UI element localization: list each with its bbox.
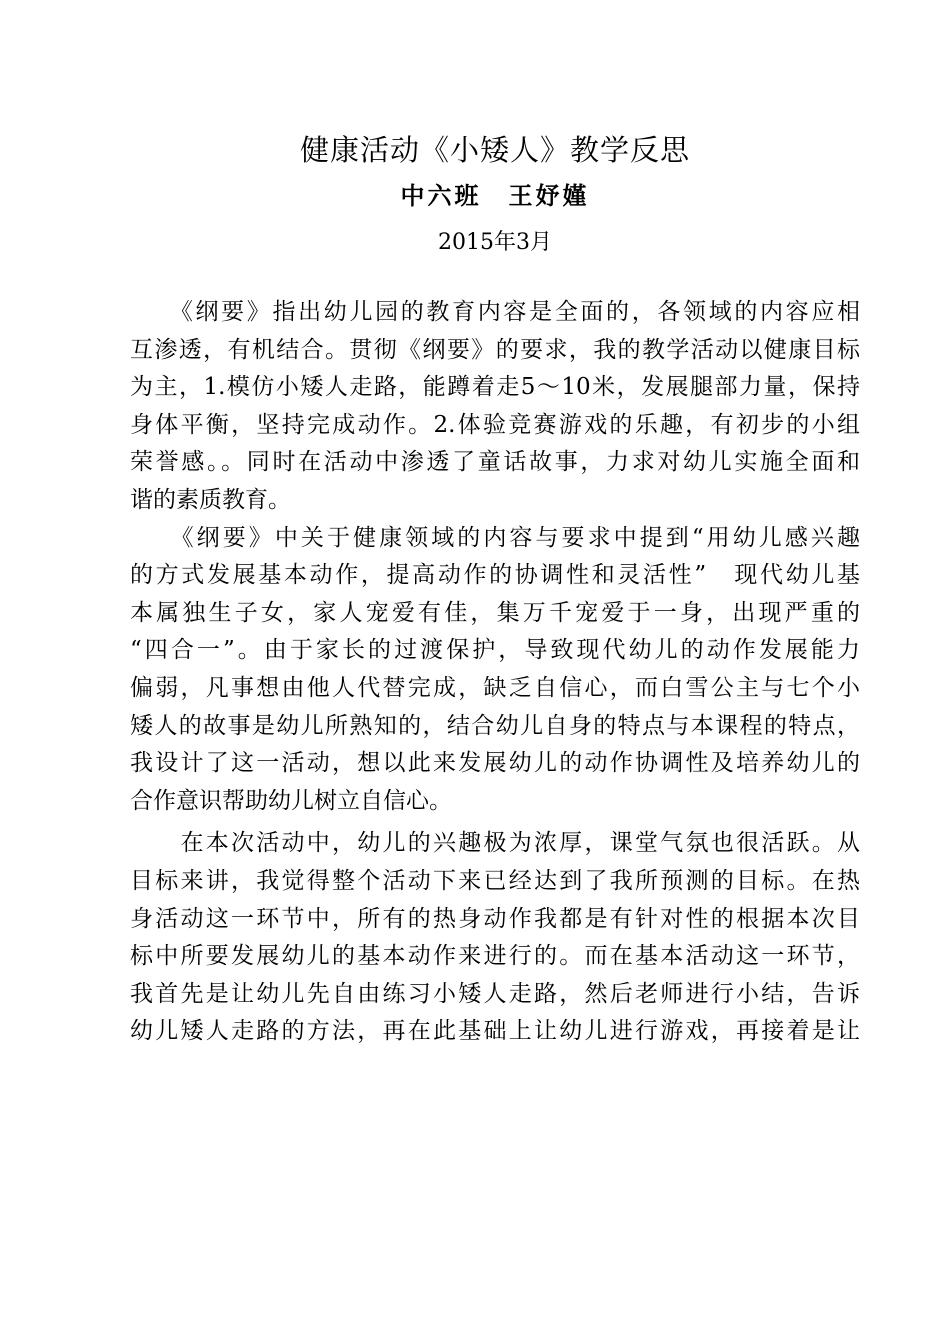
text-line: 我设计了这一活动，想以此来发展幼儿的动作协调性及培养幼儿的 xyxy=(130,750,860,777)
document-body xyxy=(130,294,860,1051)
paragraph-2 xyxy=(130,520,860,821)
paragraph-3 xyxy=(130,825,860,1051)
text-line: 互渗透，有机结合。贯彻《纲要》的要求，我的教学活动以健康目标 xyxy=(130,336,860,363)
text-line: 的方式发展基本动作，提高动作的协调性和灵活性” 现代幼儿基 xyxy=(130,562,860,589)
text-line: 《纲要》指出幼儿园的教育内容是全面的，各领域的内容应相 xyxy=(130,299,860,325)
date-line: 2015年3月 xyxy=(438,230,552,255)
text-line: 为主，1.模仿小矮人走路，能蹲着走5～10米，发展腿部力量，保持 xyxy=(130,374,860,401)
text-line: 在本次活动中，幼儿的兴趣极为浓厚，课堂气氛也很活跃。从 xyxy=(130,830,860,857)
text-line: 标中所要发展幼儿的基本动作来进行的。而在基本活动这一环节， xyxy=(130,943,860,970)
text-line: 身活动这一环节中，所有的热身动作我都是有针对性的根据本次目 xyxy=(130,905,860,932)
text-line: 目标来讲，我觉得整个活动下来已经达到了我所预测的目标。在热 xyxy=(130,867,860,894)
text-line: 《纲要》中关于健康领域的内容与要求中提到“用幼儿感兴趣 xyxy=(130,524,860,551)
author-line: 中六班 王妤嫤 xyxy=(400,181,590,210)
text-line: 谐的素质教育。 xyxy=(130,486,291,513)
text-line: “四合一”。由于家长的过渡保护，导致现代幼儿的动作发展能力 xyxy=(130,637,860,664)
text-line: 合作意识帮助幼儿树立自信心。 xyxy=(130,787,452,814)
text-line: 本属独生子女，家人宠爱有佳，集万千宠爱于一身，出现严重的 xyxy=(130,599,860,626)
text-line: 幼儿矮人走路的方法，再在此基础上让幼儿进行游戏，再接着是让 xyxy=(130,1018,860,1045)
text-line: 偏弱，凡事想由他人代替完成，缺乏自信心，而白雪公主与七个小 xyxy=(130,674,860,701)
paragraph-1 xyxy=(130,294,860,520)
text-line: 我首先是让幼儿先自由练习小矮人走路，然后老师进行小结，告诉 xyxy=(130,980,860,1007)
text-line: 矮人的故事是幼儿所熟知的，结合幼儿自身的特点与本课程的特点， xyxy=(130,712,860,739)
text-line: 荣誉感。。同时在活动中渗透了童话故事，力求对幼儿实施全面和 xyxy=(130,449,860,476)
document-title: 健康活动《小矮人》教学反思 xyxy=(299,133,690,167)
text-line: 身体平衡，坚持完成动作。2.体验竞赛游戏的乐趣，有初步的小组 xyxy=(130,411,860,438)
